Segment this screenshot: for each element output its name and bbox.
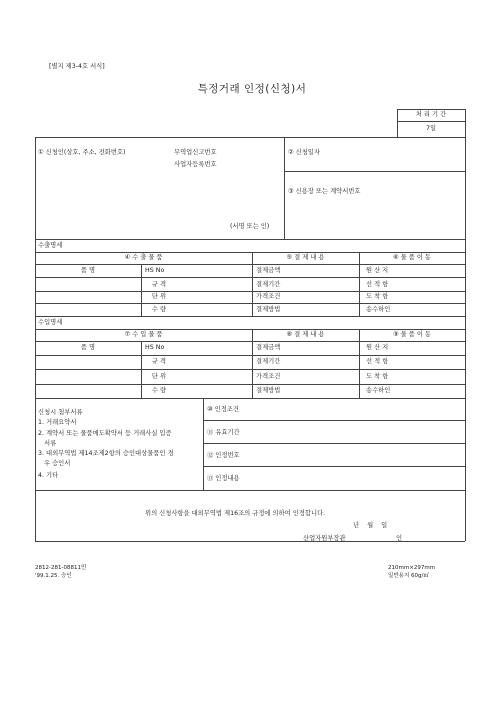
export-settle-period: 결제기간 [256,281,281,288]
approval-seal: 인 [396,535,403,542]
export-goods-label: 품 명 [80,267,96,274]
export-hs-label: HS No [145,267,165,274]
approval-number-label: ⑫ 인정번호 [207,452,240,459]
footer-paper-size: 210mm×297mm [388,565,436,571]
import-goods-header: ⑦ 수 입 물 품 [124,331,163,338]
import-move-header: ⑨ 물 품 이 동 [393,331,431,338]
attachment-item: 서류 [38,440,57,447]
export-loading-port: 선 적 항 [366,281,389,288]
export-move-header: ⑥ 물 품 이 동 [393,254,431,261]
biz-reg-label: 사업자등록번호 [174,161,217,168]
export-settle-header: ⑤ 결 제 내 용 [286,254,325,261]
export-origin: 원 산 지 [366,267,389,274]
form-number: [별지 제3-4호 서식] [49,63,105,70]
processing-label: 처 리 기 간 [415,111,447,118]
approval-content-label: ⑬ 인정내용 [207,475,240,482]
footer-form-code: 2812-281-08811민 [35,565,87,571]
export-spec-label: 규 격 [151,281,167,288]
footer-paper-weight: 일반용지 60g/㎡ [388,573,429,579]
import-section-label: 수입명세 [38,319,63,326]
import-price-terms: 가격조건 [256,373,281,380]
export-settle-amount: 결제금액 [256,267,281,274]
export-settle-method: 결제방법 [256,306,281,313]
export-section-label: 수출명세 [38,242,63,249]
export-arrival-port: 도 착 항 [366,293,389,300]
footer-approval-date: '99.1.25. 승인 [35,573,72,579]
sign-note: (서명 또는 인) [230,223,270,230]
export-unit-label: 단 위 [151,293,167,300]
import-hs-label: HS No [145,344,165,351]
import-origin: 원 산 지 [366,344,389,351]
export-price-terms: 가격조건 [256,293,281,300]
attachments-heading: 신청시 첨부서류 [38,409,83,416]
approval-statement: 위의 신청사항을 대외무역법 제16조의 규정에 의하여 인정합니다. [145,510,326,517]
lc-contract-label: ③ 신용장 또는 계약서번호 [288,188,361,195]
export-consignee: 송수하인 [366,306,391,313]
attachment-item: 1. 거래요약서 [38,419,77,426]
approval-date: 년 월 일 [353,522,388,529]
applicant-label: ① 신청인(상호, 주소, 전화번호) [38,149,126,156]
import-spec-label: 규 격 [151,358,167,365]
attachment-item: 우 승인서 [38,460,71,467]
export-qty-label: 수 량 [151,306,167,313]
attachment-item: 3. 대외무역법 제14조제2항의 승인대상물품인 경 [38,450,174,457]
import-consignee: 송수하인 [366,387,391,394]
import-unit-label: 단 위 [151,373,167,380]
processing-value: 7일 [425,125,437,132]
import-settle-amount: 결제금액 [256,344,281,351]
condition-label: ⑩ 인정조건 [207,406,239,413]
export-goods-header: ④ 수 출 물 품 [124,254,163,261]
import-settle-period: 결제기간 [256,358,281,365]
import-arrival-port: 도 착 항 [366,373,389,380]
page-title: 특정거래 인정(신청)서 [197,83,307,95]
attachment-item: 2. 계약서 또는 물품매도확약서 등 거래사실 입증 [38,430,172,437]
attachment-item: 4. 기타 [38,472,59,479]
import-qty-label: 수 량 [151,387,167,394]
import-settle-method: 결제방법 [256,387,281,394]
validity-label: ⑪ 유효기간 [207,429,240,436]
import-settle-header: ⑧ 결 제 내 용 [286,331,325,338]
import-loading-port: 선 적 항 [366,358,389,365]
approval-authority: 산업자원부장관 [303,535,346,542]
import-goods-label: 품 명 [80,344,96,351]
apply-date-label: ② 신청일자 [288,149,320,156]
trade-reg-label: 무역업신고번호 [174,149,217,156]
